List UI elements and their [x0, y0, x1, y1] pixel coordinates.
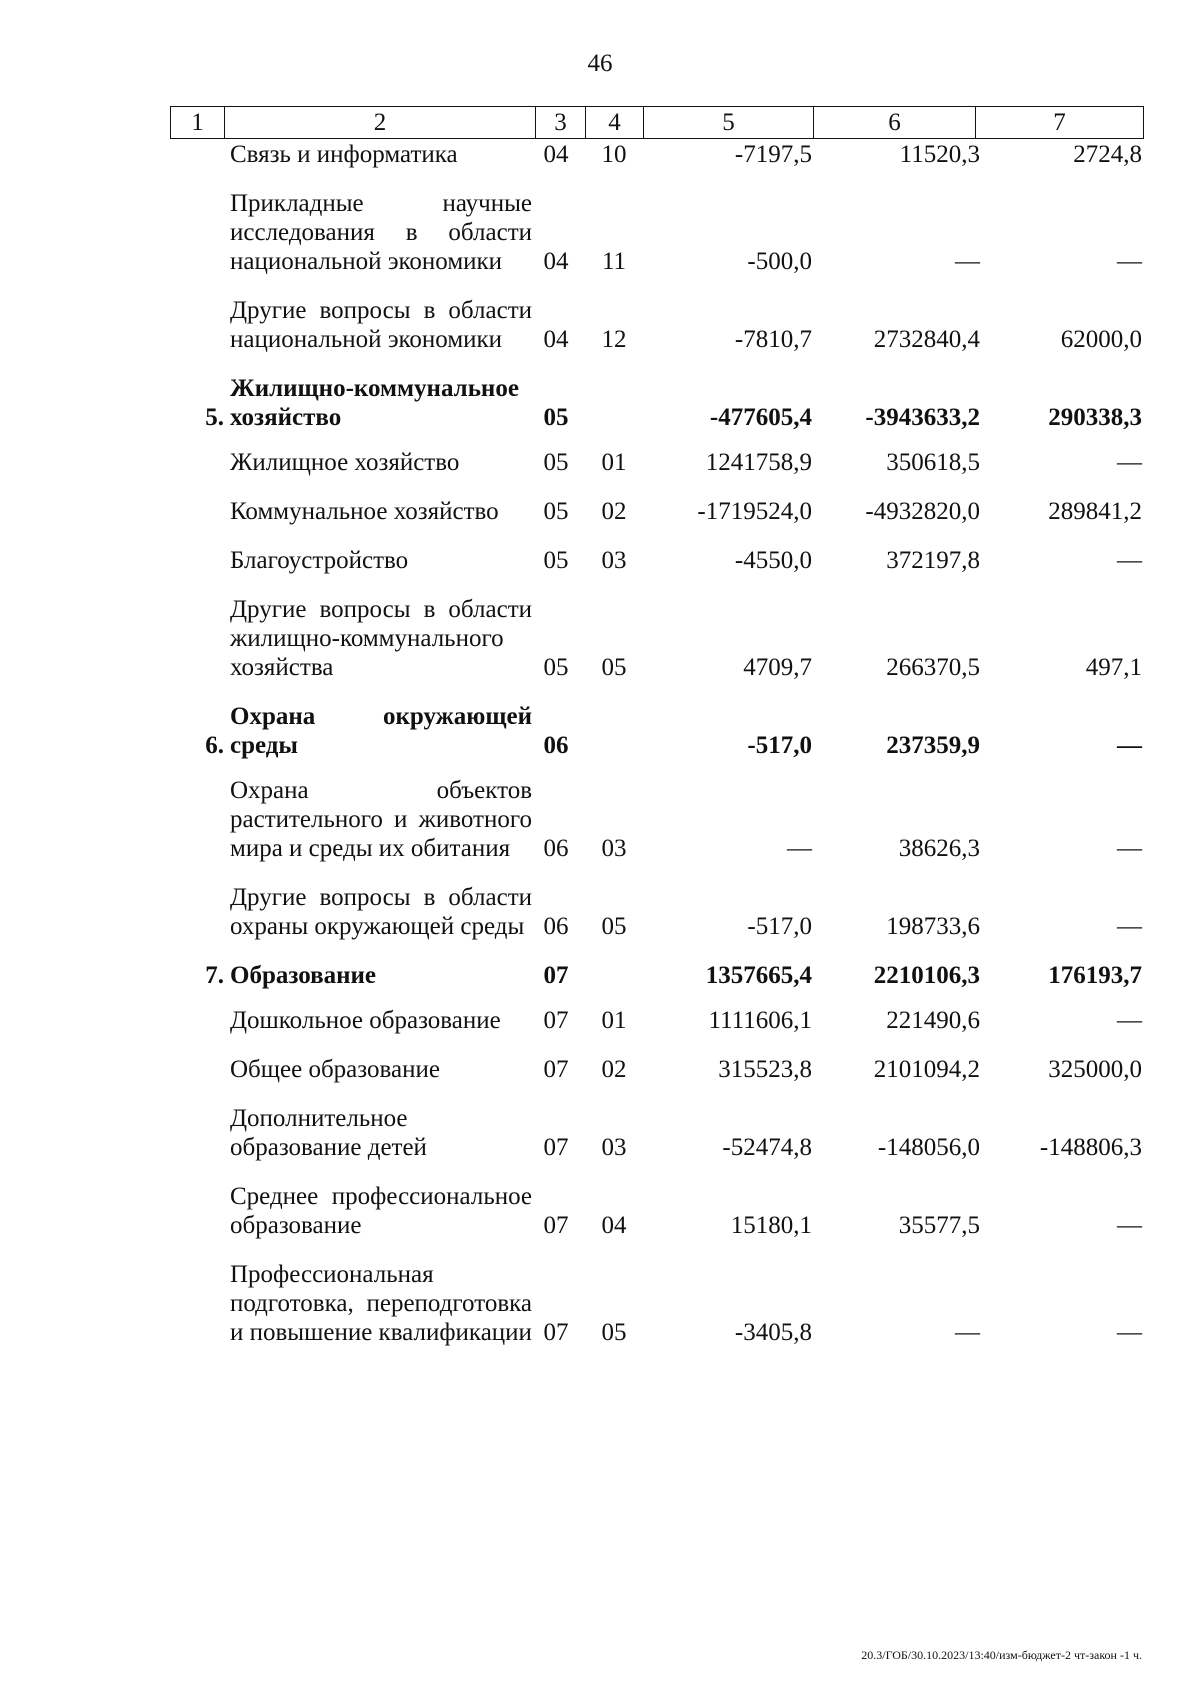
section-row — [0, 961, 1200, 990]
row-value-col7: 289841,2 — [1048, 498, 1142, 525]
row-value-col7: — — [1117, 449, 1142, 476]
table-row — [0, 296, 1200, 354]
row-section-code: 04 — [543, 248, 569, 275]
row-value-col5: -1719524,0 — [697, 498, 812, 525]
row-value-col5: -517,0 — [747, 913, 812, 940]
document-footer: 20.3/ГОБ/30.10.2023/13:40/изм-бюджет-2 чт-закон -1 ч. — [861, 1648, 1142, 1662]
row-value-col7: — — [1117, 1212, 1142, 1239]
row-subsection-code: 01 — [601, 449, 627, 476]
row-section-code: 07 — [543, 1212, 569, 1239]
row-value-col5: -517,0 — [747, 732, 812, 759]
row-subsection-code: 03 — [601, 835, 627, 862]
table-row — [0, 1006, 1200, 1035]
row-name: Связь и информатика — [230, 141, 458, 168]
row-value-col5: -4550,0 — [734, 547, 812, 574]
row-subsection-code: 01 — [601, 1007, 627, 1034]
row-value-col6: 35577,5 — [898, 1212, 980, 1239]
row-value-col5: -52474,8 — [722, 1134, 812, 1161]
row-value-col6: 2210106,3 — [873, 962, 980, 989]
row-value-col6: 2732840,4 — [873, 326, 980, 353]
row-section-code: 07 — [543, 1319, 569, 1346]
row-value-col7: 62000,0 — [1060, 326, 1142, 353]
row-name: Среднее профессиональное образование — [230, 1183, 532, 1239]
row-value-col6: — — [955, 248, 980, 275]
row-section-code: 07 — [543, 1134, 569, 1161]
row-value-col5: 315523,8 — [718, 1056, 812, 1083]
column-header-row — [171, 107, 1144, 139]
row-section-code: 06 — [543, 913, 569, 940]
row-value-col7: — — [1117, 913, 1142, 940]
column-header-cell: 1 — [171, 107, 225, 139]
row-section-code: 05 — [543, 498, 569, 525]
row-value-col6: 350618,5 — [886, 449, 980, 476]
column-header-cell: 6 — [814, 107, 976, 139]
table-row — [0, 1055, 1200, 1084]
row-name: Жилищно-коммунальное хозяйство — [230, 375, 519, 431]
row-value-col6: — — [955, 1319, 980, 1346]
row-subsection-code: 02 — [601, 1056, 627, 1083]
row-value-col7: -148806,3 — [1039, 1134, 1142, 1161]
row-value-col7: 290338,3 — [1048, 404, 1142, 431]
row-number: 5. — [205, 404, 224, 431]
section-row — [0, 374, 1200, 432]
section-row — [0, 702, 1200, 760]
row-section-code: 04 — [543, 141, 569, 168]
row-value-col5: 4709,7 — [743, 654, 812, 681]
row-value-col6: 198733,6 — [886, 913, 980, 940]
row-section-code: 07 — [543, 962, 569, 989]
row-value-col7: — — [1117, 1319, 1142, 1346]
row-subsection-code: 03 — [601, 1134, 627, 1161]
table-row — [0, 1182, 1200, 1240]
row-subsection-code: 11 — [601, 248, 627, 275]
row-name: Коммунальное хозяйство — [230, 498, 499, 525]
row-name: Дополнительное образование детей — [230, 1105, 427, 1161]
row-value-col7: — — [1117, 1007, 1142, 1034]
row-value-col6: 372197,8 — [886, 547, 980, 574]
row-value-col7: 2724,8 — [1073, 141, 1142, 168]
row-value-col5: -7810,7 — [734, 326, 812, 353]
row-value-col5: 1357665,4 — [705, 962, 812, 989]
row-name: Прикладные научные исследования в области национальной экономики — [230, 190, 532, 275]
row-section-code: 05 — [543, 547, 569, 574]
row-name: Другие вопросы в области охраны окружающей среды — [230, 884, 532, 940]
table-row — [0, 497, 1200, 526]
column-header-cell: 7 — [976, 107, 1144, 139]
row-name: Профессиональная подготовка, переподготовка и повышение квалификации — [230, 1261, 532, 1346]
row-value-col6: -148056,0 — [877, 1134, 980, 1161]
row-value-col5: 15180,1 — [730, 1212, 812, 1239]
row-section-code: 07 — [543, 1056, 569, 1083]
row-subsection-code: 02 — [601, 498, 627, 525]
row-section-code: 04 — [543, 326, 569, 353]
row-name: Другие вопросы в области жилищно-коммунального хозяйства — [230, 596, 532, 681]
row-name: Дошкольное образование — [230, 1007, 501, 1034]
row-subsection-code: 12 — [601, 326, 627, 353]
row-name: Общее образование — [230, 1056, 440, 1083]
column-header-cell: 4 — [586, 107, 644, 139]
row-subsection-code: 05 — [601, 1319, 627, 1346]
row-value-col6: 221490,6 — [886, 1007, 980, 1034]
table-row — [0, 595, 1200, 682]
row-name: Другие вопросы в области национальной экономики — [230, 297, 532, 353]
row-value-col5: -477605,4 — [709, 404, 812, 431]
row-value-col5: 1241758,9 — [705, 449, 812, 476]
row-value-col7: 176193,7 — [1048, 962, 1142, 989]
row-subsection-code: 03 — [601, 547, 627, 574]
row-value-col7: 497,1 — [1085, 654, 1142, 681]
row-value-col5: -500,0 — [747, 248, 812, 275]
row-value-col6: 266370,5 — [886, 654, 980, 681]
row-value-col5: — — [787, 835, 812, 862]
column-header-cell: 3 — [536, 107, 586, 139]
row-value-col6: 237359,9 — [886, 732, 980, 759]
row-section-code: 05 — [543, 404, 569, 431]
row-subsection-code: 04 — [601, 1212, 627, 1239]
row-value-col5: -7197,5 — [734, 141, 812, 168]
row-section-code: 05 — [543, 654, 569, 681]
row-section-code: 06 — [543, 732, 569, 759]
row-name: Охрана окружающей среды — [230, 703, 532, 759]
table-row — [0, 140, 1200, 169]
row-value-col7: — — [1117, 732, 1142, 759]
table-row — [0, 776, 1200, 863]
row-value-col6: -4932820,0 — [865, 498, 980, 525]
row-name: Жилищное хозяйство — [230, 449, 460, 476]
row-subsection-code: 10 — [601, 141, 627, 168]
column-header-table — [170, 106, 1144, 139]
row-section-code: 07 — [543, 1007, 569, 1034]
row-value-col7: — — [1117, 248, 1142, 275]
table-row — [0, 1260, 1200, 1347]
column-header-cell: 5 — [644, 107, 814, 139]
row-name: Охрана объектов растительного и животного мира и среды их обитания — [230, 777, 532, 862]
table-row — [0, 546, 1200, 575]
table-row — [0, 189, 1200, 276]
budget-table-body — [0, 140, 1200, 1367]
table-row — [0, 448, 1200, 477]
row-value-col5: -3405,8 — [734, 1319, 812, 1346]
row-value-col6: 38626,3 — [898, 835, 980, 862]
page-number: 46 — [587, 50, 613, 77]
row-subsection-code: 05 — [601, 913, 627, 940]
column-header-cell: 2 — [225, 107, 536, 139]
row-section-code: 06 — [543, 835, 569, 862]
row-subsection-code: 05 — [601, 654, 627, 681]
row-section-code: 05 — [543, 449, 569, 476]
row-value-col7: — — [1117, 835, 1142, 862]
row-number: 7. — [205, 962, 224, 989]
row-name: Благоустройство — [230, 547, 409, 574]
row-number: 6. — [205, 732, 224, 759]
row-value-col6: -3943633,2 — [865, 404, 980, 431]
row-value-col5: 1111606,1 — [708, 1007, 812, 1034]
row-value-col7: — — [1117, 547, 1142, 574]
row-value-col6: 2101094,2 — [873, 1056, 980, 1083]
row-name: Образование — [230, 962, 377, 989]
table-row — [0, 1104, 1200, 1162]
row-value-col7: 325000,0 — [1048, 1056, 1142, 1083]
row-value-col6: 11520,3 — [899, 141, 980, 168]
table-row — [0, 883, 1200, 941]
